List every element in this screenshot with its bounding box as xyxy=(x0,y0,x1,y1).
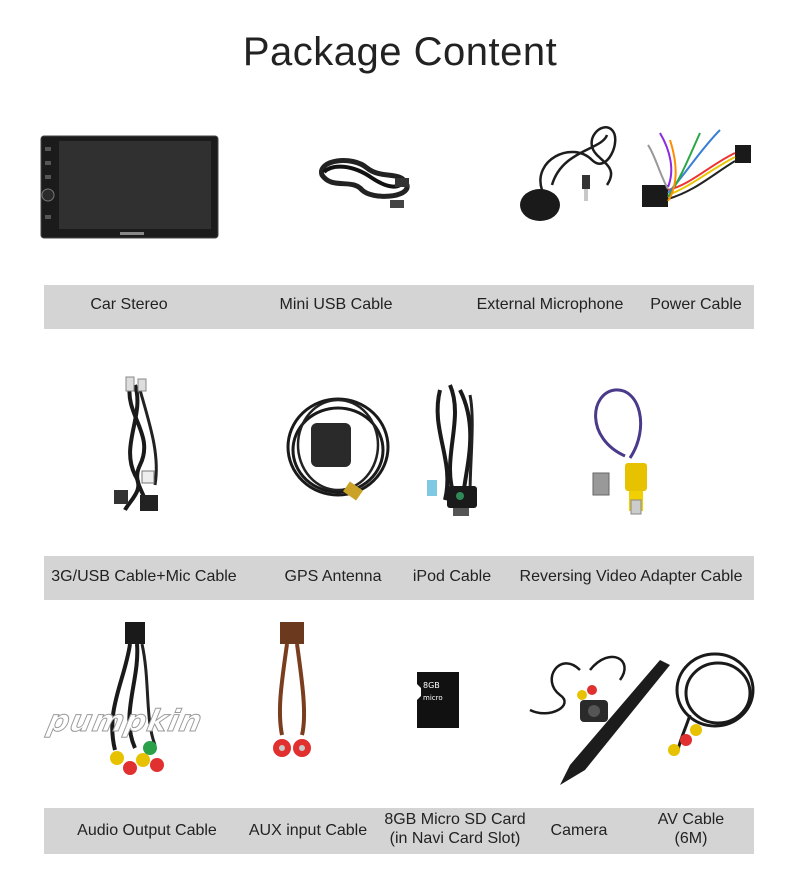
ipod-cable-image xyxy=(425,380,485,525)
label-mini-usb-cable: Mini USB Cable xyxy=(279,296,393,313)
label-external-microphone: External Microphone xyxy=(476,296,624,313)
camera-image xyxy=(520,640,680,790)
car-stereo-image xyxy=(40,135,220,240)
external-microphone-image xyxy=(512,120,627,230)
label-sd-card-line-2: (in Navi Card Slot) xyxy=(389,830,521,847)
av-cable-image xyxy=(660,645,760,765)
label-av-cable-line-1: AV Cable xyxy=(657,811,725,828)
sd-card-capacity-text: 8GB xyxy=(423,681,440,690)
micro-sd-card-image xyxy=(415,670,461,730)
audio-output-cable-image xyxy=(95,620,175,785)
power-cable-image xyxy=(640,125,755,220)
pumpkin-watermark-logo: pumpkin xyxy=(44,704,206,739)
label-aux-input-cable: AUX input Cable xyxy=(248,822,368,839)
usb-mic-cable-image xyxy=(100,375,180,520)
label-ipod-cable: iPod Cable xyxy=(412,568,492,585)
label-usb-mic-cable: 3G/USB Cable+Mic Cable xyxy=(51,568,237,585)
label-reversing-video-adapter-cable: Reversing Video Adapter Cable xyxy=(519,568,743,585)
label-gps-antenna: GPS Antenna xyxy=(284,568,382,585)
svg-text:micro: micro xyxy=(423,694,443,702)
page-title: Package Content xyxy=(242,30,558,74)
label-car-stereo: Car Stereo xyxy=(90,296,168,313)
label-audio-output-cable: Audio Output Cable xyxy=(77,822,217,839)
label-power-cable: Power Cable xyxy=(650,296,742,313)
gps-antenna-image xyxy=(283,385,393,510)
aux-input-cable-image xyxy=(262,620,322,770)
label-camera: Camera xyxy=(550,822,608,839)
label-sd-card-line-1: 8GB Micro SD Card xyxy=(384,811,526,828)
reversing-video-adapter-image xyxy=(585,388,660,523)
mini-usb-cable-image xyxy=(312,150,417,215)
label-av-cable-line-2: (6M) xyxy=(674,830,708,847)
